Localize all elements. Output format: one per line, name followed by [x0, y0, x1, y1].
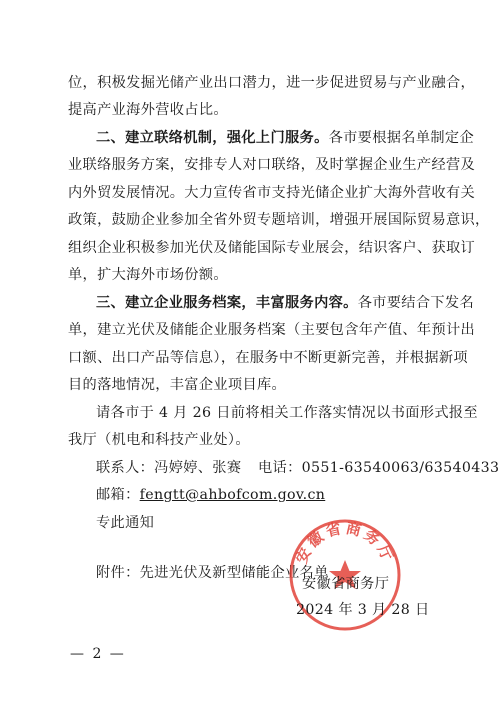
svg-text:安徽省商务厅 [292, 519, 397, 566]
paragraph-3-line-2: 单，建立光伏及储能企业服务档案（主要包含年产值、年预计出 [68, 322, 476, 338]
email-link[interactable]: fengtt@ahbofcom.gov.cn [139, 487, 326, 503]
paragraph-3-line-1 [96, 293, 474, 313]
email-label: 邮箱： [96, 487, 140, 503]
paragraph-3-line-4: 目的落地情况，丰富企业项目库。 [68, 377, 287, 393]
paragraph-2-line-5: 组织企业积极参加光伏及储能国际专业展会，结识客户、获取订 [68, 240, 476, 256]
signature-date: 2024 年 3 月 28 日 [296, 602, 430, 618]
paragraph-2-line-6: 单，扩大海外市场份额。 [68, 267, 228, 283]
page-number: — 2 — [70, 646, 126, 662]
contact-email-row [96, 485, 325, 505]
section-2-heading: 二、建立联络机制，强化上门服务。 [96, 130, 329, 146]
attachment-line: 附件：先进光伏及新型储能企业名单 [96, 565, 329, 581]
paragraph-1-line-2: 提高产业海外营收占比。 [68, 102, 228, 118]
paragraph-2-line-2: 业联络服务方案，安排专人对口联络，及时掌握企业生产经营及 [68, 157, 476, 173]
seal-text: 安徽省商务厅 [292, 518, 398, 567]
paragraph-1-line-1: 位，积极发掘光储产业出口潜力，进一步促进贸易与产业融合， [68, 75, 476, 91]
contact-person: 联系人：冯婷婷、张赛 [96, 460, 242, 476]
paragraph-3-line-3: 口额、出口产品等信息），在服务中不断更新完善，并根据新项 [68, 350, 468, 366]
paragraph-2-line-1-text: 各市要根据名单制定企 [328, 130, 474, 146]
paragraph-2-line-1 [96, 128, 474, 148]
paragraph-4-line-1: 请各市于 4 月 26 日前将相关工作落实情况以书面形式报至 [96, 405, 478, 421]
paragraph-2-line-3: 内外贸发展情况。大力宣传省市支持光储企业扩大海外营收有关 [68, 185, 476, 201]
signature-org: 安徽省商务厅 [302, 576, 390, 592]
notice-text: 专此通知 [96, 515, 155, 531]
paragraph-4-line-2: 我厅（机电和科技产业处）。 [68, 432, 250, 448]
paragraph-3-line-1-text: 各市要结合下发名 [357, 295, 474, 311]
section-3-heading: 三、建立企业服务档案，丰富服务内容。 [96, 295, 358, 311]
paragraph-2-line-4: 政策，鼓励企业参加全省外贸专题培训，增强开展国际贸易意识， [68, 212, 490, 228]
contact-phone: 电话：0551-63540063/63540433 [258, 460, 500, 476]
